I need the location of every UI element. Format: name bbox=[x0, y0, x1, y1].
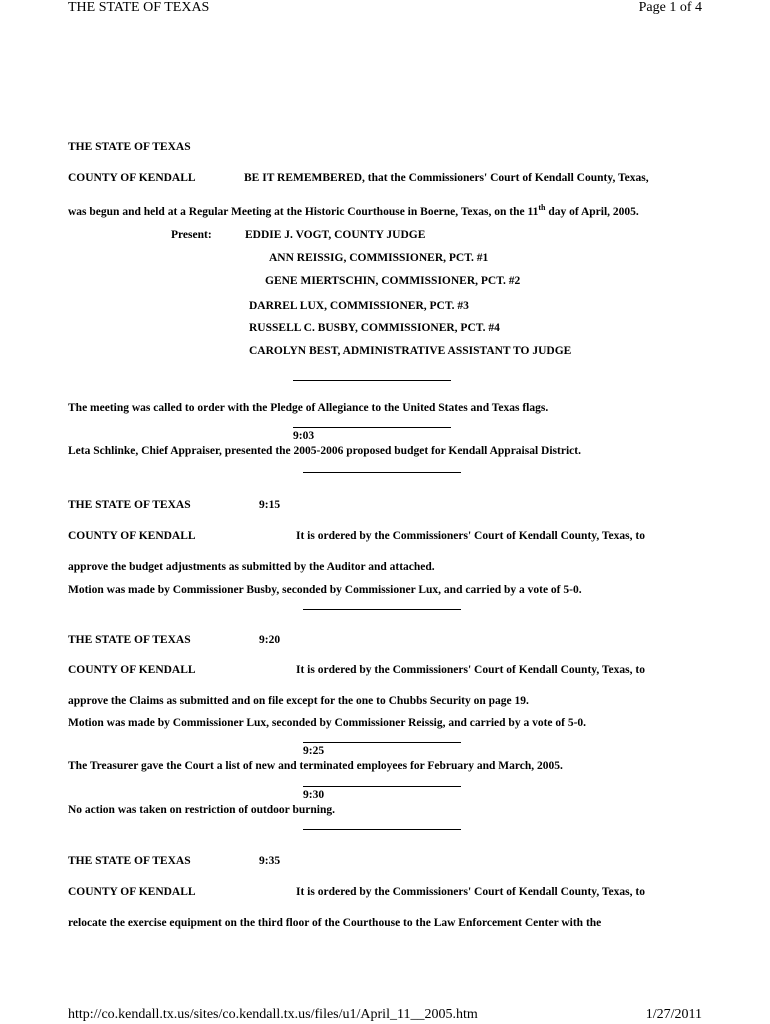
county-heading: COUNTY OF KENDALL bbox=[68, 886, 196, 898]
divider bbox=[303, 472, 461, 473]
ordered-text: It is ordered by the Commissioners' Court of Kendall County, Texas, to bbox=[296, 530, 645, 542]
state-heading: THE STATE OF TEXAS bbox=[68, 141, 191, 153]
appraisal-text: Leta Schlinke, Chief Appraiser, presented the 2005-2006 proposed budget for Kendall Appraisal District. bbox=[68, 445, 581, 457]
pledge-text: The meeting was called to order with the Pledge of Allegiance to the United States and Texas flags. bbox=[68, 402, 549, 414]
divider bbox=[303, 742, 461, 743]
member-pct2: GENE MIERTSCHIN, COMMISSIONER, PCT. #2 bbox=[265, 275, 521, 287]
ordered-text: It is ordered by the Commissioners' Court of Kendall County, Texas, to bbox=[296, 886, 645, 898]
county-heading: COUNTY OF KENDALL bbox=[68, 530, 196, 542]
time-930: 9:30 bbox=[303, 789, 325, 801]
time-925: 9:25 bbox=[303, 745, 325, 757]
header-page-number: Page 1 of 4 bbox=[638, 0, 702, 15]
county-heading: COUNTY OF KENDALL bbox=[68, 172, 196, 184]
time-903: 9:03 bbox=[293, 430, 315, 442]
state-heading: THE STATE OF TEXAS bbox=[68, 499, 191, 511]
order-body: approve the budget adjustments as submitted by the Auditor and attached. bbox=[68, 561, 435, 573]
motion-text: Motion was made by Commissioner Busby, seconded by Commissioner Lux, and carried by a vote of 5-0. bbox=[68, 584, 582, 596]
ordered-text: It is ordered by the Commissioners' Court of Kendall County, Texas, to bbox=[296, 664, 645, 676]
member-assistant: CAROLYN BEST, ADMINISTRATIVE ASSISTANT TO JUDGE bbox=[249, 345, 572, 357]
footer-date: 1/27/2011 bbox=[645, 1007, 702, 1022]
order-body: approve the Claims as submitted and on file except for the one to Chubbs Security on page 19. bbox=[68, 695, 529, 707]
present-label: Present: bbox=[171, 229, 212, 241]
order-body: relocate the exercise equipment on the third floor of the Courthouse to the Law Enforcement Center with the bbox=[68, 917, 602, 929]
member-pct3: DARREL LUX, COMMISSIONER, PCT. #3 bbox=[249, 300, 469, 312]
county-heading: COUNTY OF KENDALL bbox=[68, 664, 196, 676]
meeting-line bbox=[68, 203, 639, 218]
divider bbox=[293, 380, 451, 381]
remembered-text: BE IT REMEMBERED, that the Commissioners' Court of Kendall County, Texas, bbox=[244, 172, 649, 184]
meeting-line-b: day of April, 2005. bbox=[545, 205, 639, 218]
divider bbox=[303, 829, 461, 830]
divider bbox=[293, 427, 451, 428]
meeting-line-sup: th bbox=[538, 203, 546, 212]
order-time: 9:20 bbox=[259, 634, 281, 646]
order-time: 9:35 bbox=[259, 855, 281, 867]
treasurer-text: The Treasurer gave the Court a list of new and terminated employees for February and March, 2005. bbox=[68, 760, 563, 772]
state-heading: THE STATE OF TEXAS bbox=[68, 634, 191, 646]
member-pct1: ANN REISSIG, COMMISSIONER, PCT. #1 bbox=[269, 252, 489, 264]
meeting-line-a: was begun and held at a Regular Meeting at the Historic Courthouse in Boerne, Texas, on the 11 bbox=[68, 205, 539, 218]
motion-text: Motion was made by Commissioner Lux, seconded by Commissioner Reissig, and carried by a vote of 5-0. bbox=[68, 717, 587, 729]
state-heading: THE STATE OF TEXAS bbox=[68, 855, 191, 867]
member-judge: EDDIE J. VOGT, COUNTY JUDGE bbox=[245, 229, 426, 241]
divider bbox=[303, 609, 461, 610]
divider bbox=[303, 786, 461, 787]
footer-url: http://co.kendall.tx.us/sites/co.kendall.tx.us/files/u1/April_11__2005.htm bbox=[68, 1007, 478, 1022]
order-time: 9:15 bbox=[259, 499, 281, 511]
burning-text: No action was taken on restriction of outdoor burning. bbox=[68, 804, 335, 816]
member-pct4: RUSSELL C. BUSBY, COMMISSIONER, PCT. #4 bbox=[249, 322, 500, 334]
header-left: THE STATE OF TEXAS bbox=[68, 0, 210, 15]
